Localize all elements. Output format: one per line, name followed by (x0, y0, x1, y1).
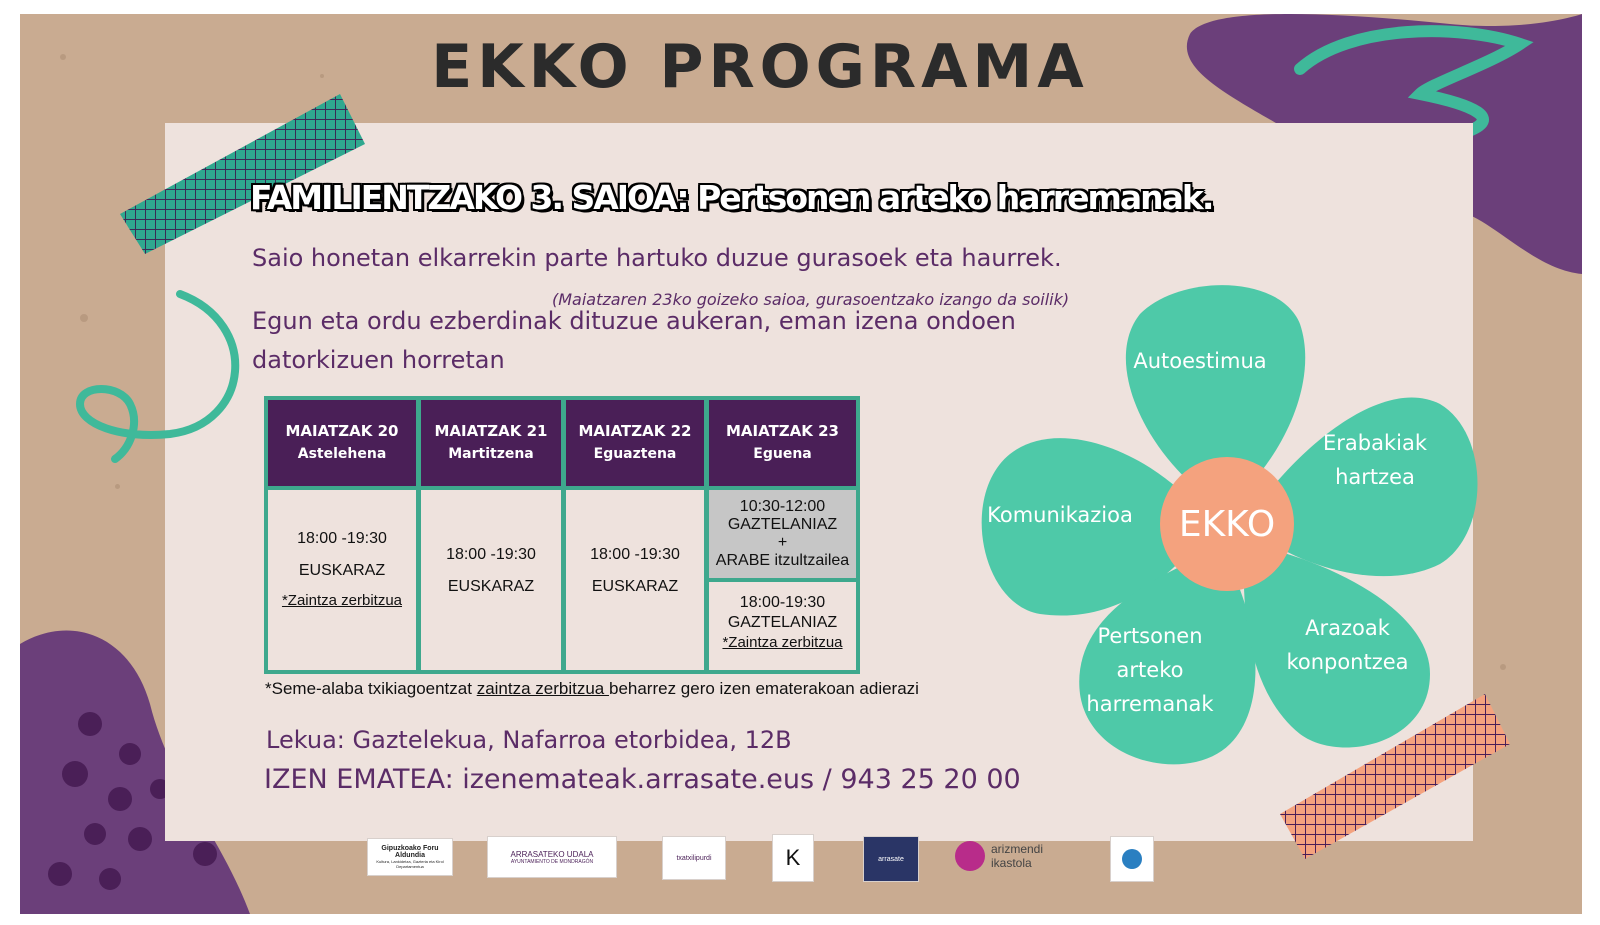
day-weekday: Eguena (753, 446, 812, 462)
session-cell-day-2 (421, 490, 561, 670)
paper-speck (115, 484, 120, 489)
session-language: EUSKARAZ (591, 578, 679, 595)
logo-sub: Kultura, Lankidetza, Gazteria eta Kirol Departamentua (376, 859, 444, 869)
childcare-note: *Zaintza zerbitzua (722, 634, 843, 651)
logo-gipuzkoa[interactable] (367, 838, 453, 876)
logo-txatxilipurdi[interactable]: txatxilipurdi (662, 836, 726, 880)
intro-note: (Maiatzaren 23ko goizeko saioa, gurasoentzako izango da soilik) (552, 290, 1070, 309)
translator-note: ARABE itzultzailea (715, 552, 850, 569)
intro-line-3: datorkizuen horretan (252, 346, 505, 374)
day-header-1 (268, 400, 416, 486)
session-language: GAZTELANIAZ (727, 516, 838, 533)
footnote-text-end: beharrez gero izen ematerakoan adierazi (608, 679, 919, 698)
day-header-3 (566, 400, 704, 486)
session-time: 18:00 -19:30 (590, 546, 680, 563)
session-time: 10:30-12:00 (739, 498, 826, 515)
session-time: 18:00 -19:30 (446, 546, 536, 563)
day-weekday: Martitzena (448, 446, 534, 462)
session-language: EUSKARAZ (298, 562, 386, 579)
session-subtitle: FAMILIENTZAKO 3. SAIOA: Pertsonen arteko harremanak. (250, 178, 1213, 217)
logo-k[interactable]: K (772, 834, 814, 882)
day-header-2 (421, 400, 561, 486)
plus-sign: + (777, 534, 788, 551)
day-weekday: Astelehena (297, 446, 387, 462)
logo-arrasate-udala[interactable] (487, 836, 617, 878)
day-date: MAIATZAK 21 (434, 422, 548, 440)
logo-arrasate[interactable]: arrasate (863, 836, 919, 882)
footnote-text: *Seme-alaba txikiagoentzat (265, 679, 477, 698)
emblem-icon (1122, 849, 1142, 869)
session-language: EUSKARAZ (447, 578, 535, 595)
poster (20, 14, 1582, 914)
logo-name: arizmendi ikastola (991, 842, 1044, 870)
day-date: MAIATZAK 22 (578, 422, 692, 440)
session-cell-day-3 (566, 490, 704, 670)
day-header-4 (709, 400, 856, 486)
logo-arizmendi[interactable] (955, 836, 1065, 876)
childcare-footnote (265, 679, 919, 699)
day-weekday: Eguaztena (593, 446, 677, 462)
petal-bottom-right-label: Arazoak konpontzea (1286, 616, 1409, 674)
arizmendi-icon (955, 841, 985, 871)
logo-name: ARRASATEKO UDALA (510, 849, 594, 859)
session-language: GAZTELANIAZ (727, 614, 838, 631)
logo-last[interactable] (1110, 836, 1154, 882)
session-cell-day-1 (268, 490, 416, 670)
registration-text[interactable]: IZEN EMATEA: izenemateak.arrasate.eus / 943 25 20 00 (264, 764, 1021, 795)
day-date: MAIATZAK 20 (285, 422, 399, 440)
petal-top-label: Autoestimua (1133, 349, 1267, 373)
intro-line-1: Saio honetan elkarrekin parte hartuko duzue gurasoek eta haurrek. (252, 244, 1062, 272)
flower-center-ekko: EKKO (1160, 457, 1294, 591)
teal-washi-tape (115, 89, 375, 259)
intro-line-2: Egun eta ordu ezberdinak dituzue aukeran, eman izena ondoen (252, 307, 1016, 335)
session-cell-day-4-evening (709, 582, 856, 670)
sponsor-logos (20, 832, 1582, 914)
childcare-note: *Zaintza zerbitzua (281, 592, 403, 609)
petal-right-label: Erabakiak hartzea (1323, 431, 1427, 489)
paper-speck (1500, 664, 1506, 670)
teal-loop-squiggle (60, 284, 260, 474)
session-time: 18:00 -19:30 (297, 530, 387, 547)
logo-sub: AYUNTAMIENTO DE MONDRAGÓN (510, 858, 594, 865)
petal-bottom-left-label: Pertsonen arteko harremanak (1086, 624, 1214, 716)
footnote-link[interactable]: zaintza zerbitzua (476, 679, 609, 698)
day-date: MAIATZAK 23 (726, 422, 839, 440)
location-text: Lekua: Gaztelekua, Nafarroa etorbidea, 12B (266, 726, 792, 754)
petal-left-label: Komunikazioa (987, 503, 1133, 527)
session-cell-day-4-morning (709, 490, 856, 578)
schedule-table (264, 396, 860, 674)
poster-title: EKKO PROGRAMA (431, 32, 1089, 102)
session-time: 18:00-19:30 (739, 594, 826, 611)
logo-name: Gipuzkoako Foru Aldundia (381, 845, 439, 859)
